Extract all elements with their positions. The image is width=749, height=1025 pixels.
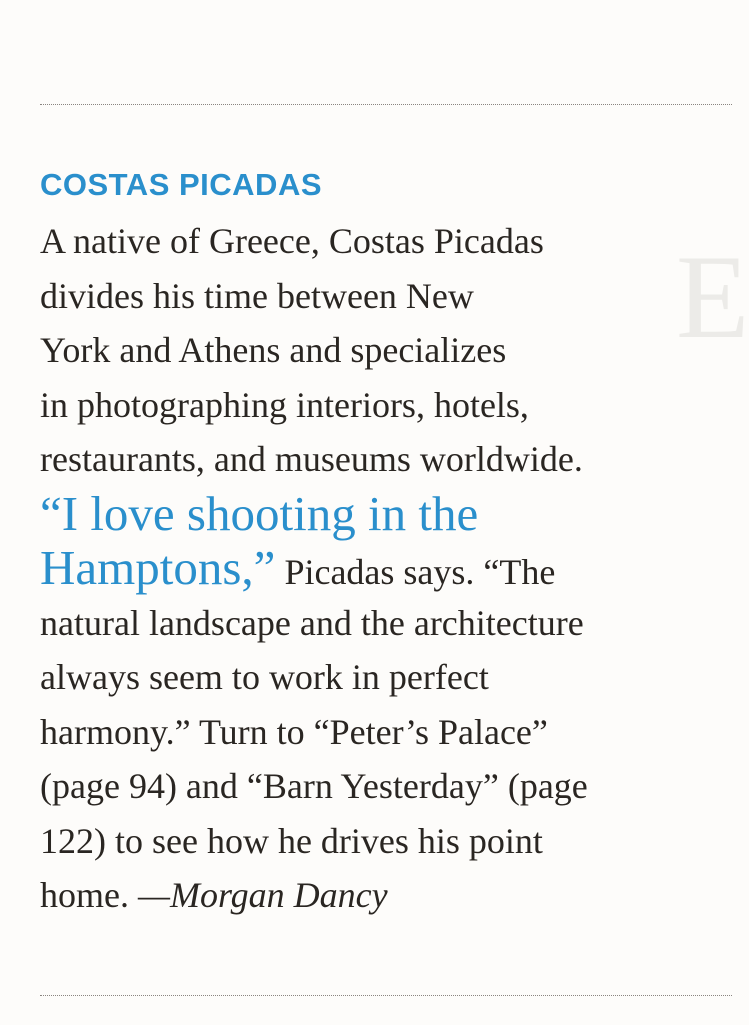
body-line: (page 94) and “Barn Yesterday” (page	[40, 766, 588, 806]
body-line: harmony.” Turn to “Peter’s Palace”	[40, 711, 548, 752]
pull-quote-line: “I love shooting in the	[40, 485, 479, 541]
bottom-dotted-rule	[40, 995, 732, 996]
body-line: restaurants, and museums worldwide.	[40, 439, 583, 479]
body-fragment: Picadas says. “The	[275, 552, 556, 592]
body-line: divides his time between New	[40, 275, 474, 316]
body-line: always seem to work in perfect	[40, 657, 489, 697]
body-line: 122) to see how he drives his point	[40, 820, 543, 861]
body-line: York and Athens and specializes	[40, 330, 507, 370]
author-byline: —Morgan Dancy	[137, 875, 388, 915]
article-heading: COSTAS PICADAS	[40, 167, 323, 202]
body-line: in photographing interiors, hotels,	[40, 384, 529, 425]
background-ghost-letter: E	[676, 230, 749, 363]
body-line: natural landscape and the architecture	[40, 602, 584, 643]
body-fragment: home.	[40, 875, 138, 915]
pull-quote-fragment: Hamptons,”	[40, 540, 276, 595]
article-body	[40, 214, 730, 923]
body-line: A native of Greece, Costas Picadas	[40, 221, 544, 261]
top-dotted-rule	[40, 104, 732, 105]
body-line-mixed	[40, 541, 730, 596]
body-line-final	[40, 868, 730, 923]
